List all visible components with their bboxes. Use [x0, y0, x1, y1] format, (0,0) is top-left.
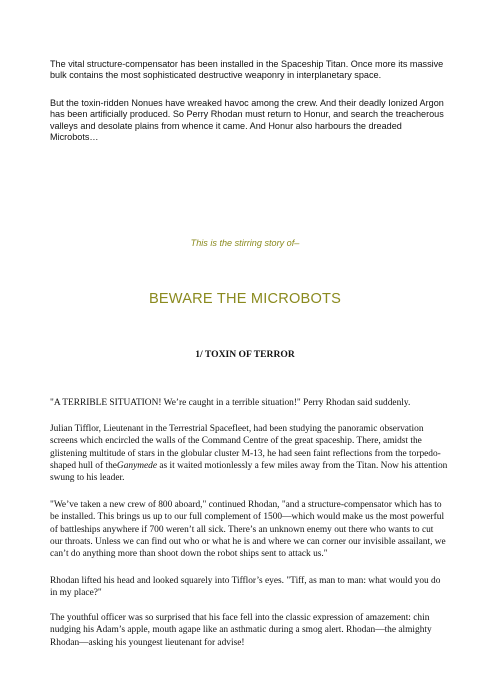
intro-paragraph-2: But the toxin-ridden Nonues have wreaked havoc among the crew. And their deadly Ionized Argon has been artificially produced. So Perry Rhodan must return to Honur, and search the treacherous valleys and desolate plains from whence it came. And Honur also harbours the dreaded Microbots… [50, 98, 444, 142]
story-paragraph-5: The youthful officer was so surprised that his face fell into the classic expression of amazement: chin nudging his Adam’s apple, mouth agape like an asthmatic during a smog alert. Rhodan—the almighty Rhodan—asking his youngest lieutenant for advise! [50, 613, 432, 648]
intro-paragraph-1: The vital structure-compensator has been installed in the Spaceship Titan. Once more its massive bulk contains the most sophisticated destructive weaponry in interplanetary space. [50, 59, 444, 81]
book-title: BEWARE THE MICROBOTS [148, 291, 342, 307]
story-paragraph-2 [50, 423, 448, 484]
ship-name: Ganymede [116, 460, 158, 471]
story-paragraph-4: Rhodan lifted his head and looked squarely into Tifflor’s eyes. "Tiff, as man to man: what would you do in my place?" [50, 576, 441, 599]
story-paragraph-2-end: as it waited motionlessly a few miles away from the Titan. Now his attention swung to his leader. [50, 460, 448, 484]
chapter-heading: 1/ TOXIN OF TERROR [195, 349, 295, 360]
story-paragraph-3: "We’ve taken a new crew of 800 aboard," continued Rhodan, "and a structure-compensator which has to be installed. This brings us up to our full complement of 1500—which would make us the most powerful of battleships anywhere if 700 weren’t all sick. There’s an unknown enemy out there who wants to cut our throats. Unless we can find out who or what he is and where we can corner our invisible assailant, we can’t do anything more than shoot down the robot ships sent to attack us." [50, 500, 446, 560]
story-paragraph-1: "A TERRIBLE SITUATION! We’re caught in a terrible situation!" Perry Rhodan said suddenly. [50, 398, 411, 408]
story-paragraph-2-start: Julian Tifflor, Lieutenant in the Terrestrial Spacefleet, had been studying the panoramic observation screens which encircled the walls of the Command Centre of the great spaceship. There, amidst the glistening multitude of stars in the globular cluster M-13, he had seen faint reflections from the torpedo-shaped hull of the [50, 424, 441, 471]
tagline: This is the stirring story of– [190, 238, 300, 248]
